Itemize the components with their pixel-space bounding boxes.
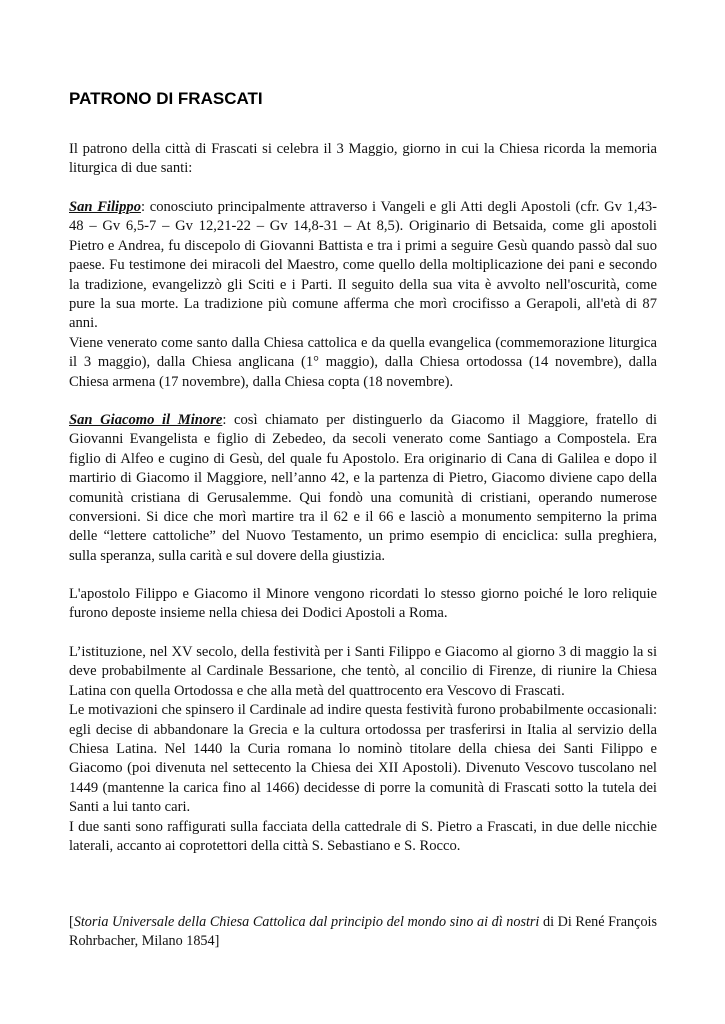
- page-title: PATRONO DI FRASCATI: [69, 89, 263, 108]
- motivations-paragraph: Le motivazioni che spinsero il Cardinale ad indire questa festività furono probabilmente occasionali: egli decise di abbandonare la Grecia e la cultura ortodossa per trasferirsi in Italia al servizio della Chiesa Latina. Nel 1440 la Curia romana lo nominò titolare della chiesa dei Santi Filippo e Giacomo (poi divenuta nel settecento la Chiesa dei XII Apostoli). Divenuto Vescovo tuscolano nel 1449 (mantenne la carica fino al 1466) decidesse di porre la comunità di Frascati sotto la tutela dei Santi a lui tanto cari.: [69, 702, 657, 816]
- filippo-veneration-paragraph: Viene venerato come santo dalla Chiesa cattolica e da quella evangelica (commemorazione liturgica il 3 maggio), dalla Chiesa anglicana (1° maggio), dalla Chiesa ortodossa (14 novembre), dalla Chiesa armena (17 novembre), dalla Chiesa copta (18 novembre).: [69, 334, 657, 390]
- institution-block: [69, 643, 657, 856]
- citation-title: Storia Universale della Chiesa Cattolica dal principio del mondo sino ai dì nostri: [73, 914, 540, 930]
- giacomo-paragraph: [69, 411, 657, 566]
- facade-paragraph: I due santi sono raffigurati sulla facciata della cattedrale di S. Pietro a Frascati, in due delle nicchie laterali, accanto ai coprotettori della città S. Sebastiano e S. Rocco.: [69, 818, 657, 855]
- filippo-text: : conosciuto principalmente attraverso i Vangeli e gli Atti degli Apostoli (cfr. Gv 1,43-48 – Gv 6,5-7 – Gv 12,21-22 – Gv 14,8-31 – At 8,5). Originario di Betsaida, come gli apostoli Pietro e Andrea, fu discepolo di Giovanni Battista e tra i primi a seguire Gesù quando passò dal suo paese. Fu testimone dei miracoli del Maestro, come quello della moltiplicazione dei pani e secondo la tradizione, evangelizzò gli Sciti e i Parti. Il seguito della sua vita è avvolto nell'oscurità, come pure la sua morte. La tradizione più comune afferma che morì crocifisso a Gerapoli, all'età di 87 anni.: [69, 199, 657, 332]
- giacomo-text: : così chiamato per distinguerlo da Giacomo il Maggiore, fratello di Giovanni Evangelista e figlio di Zebedeo, da secoli venerato come Santiago a Compostela. Era figlio di Alfeo e cugino di Gesù, del quale fu Apostolo. Era originario di Cana di Galilea e dopo il martirio di Giacomo il Maggiore, nell’anno 42, e la partenza di Pietro, Giacomo diviene capo della comunità cristiana di Gerusalemme. Qui fondò una comunità di cristiani, operando numerose conversioni. Si dice che morì martire tra il 62 e il 66 e lasciò a monumento sempiterno la prima delle “lettere cattoliche” del Nuovo Testamento, un primo esempio di enciclica: sulla preghiera, sulla speranza, sulla carità e sul dovere della giustizia.: [69, 412, 658, 564]
- intro-paragraph: Il patrono della città di Frascati si celebra il 3 Maggio, giorno in cui la Chiesa ricorda la memoria liturgica di due santi:: [69, 141, 657, 177]
- giacomo-name: San Giacomo il Minore: [69, 412, 223, 428]
- filippo-name: San Filippo: [69, 199, 141, 215]
- giacomo-block: [69, 411, 657, 566]
- filippo-paragraph: [69, 198, 657, 334]
- citation-rest: di Di René François Rohrbacher, Milano 1854]: [69, 914, 657, 950]
- relics-block: [69, 585, 657, 624]
- relics-paragraph: L'apostolo Filippo e Giacomo il Minore vengono ricordati lo stesso giorno poiché le loro reliquie furono deposte insieme nella chiesa dei Dodici Apostoli a Roma.: [69, 586, 657, 622]
- institution-paragraph: L’istituzione, nel XV secolo, della festività per i Santi Filippo e Giacomo al giorno 3 di maggio la si deve probabilmente al Cardinale Bessarione, che tentò, al concilio di Firenze, di riunire la Chiesa Latina con quella Ortodossa e che alla metà del quattrocento era Vescovo di Frascati.: [69, 644, 657, 699]
- intro-block: [69, 140, 657, 179]
- citation-open: [: [69, 914, 74, 930]
- source-citation: [69, 913, 657, 952]
- filippo-block: [69, 198, 657, 392]
